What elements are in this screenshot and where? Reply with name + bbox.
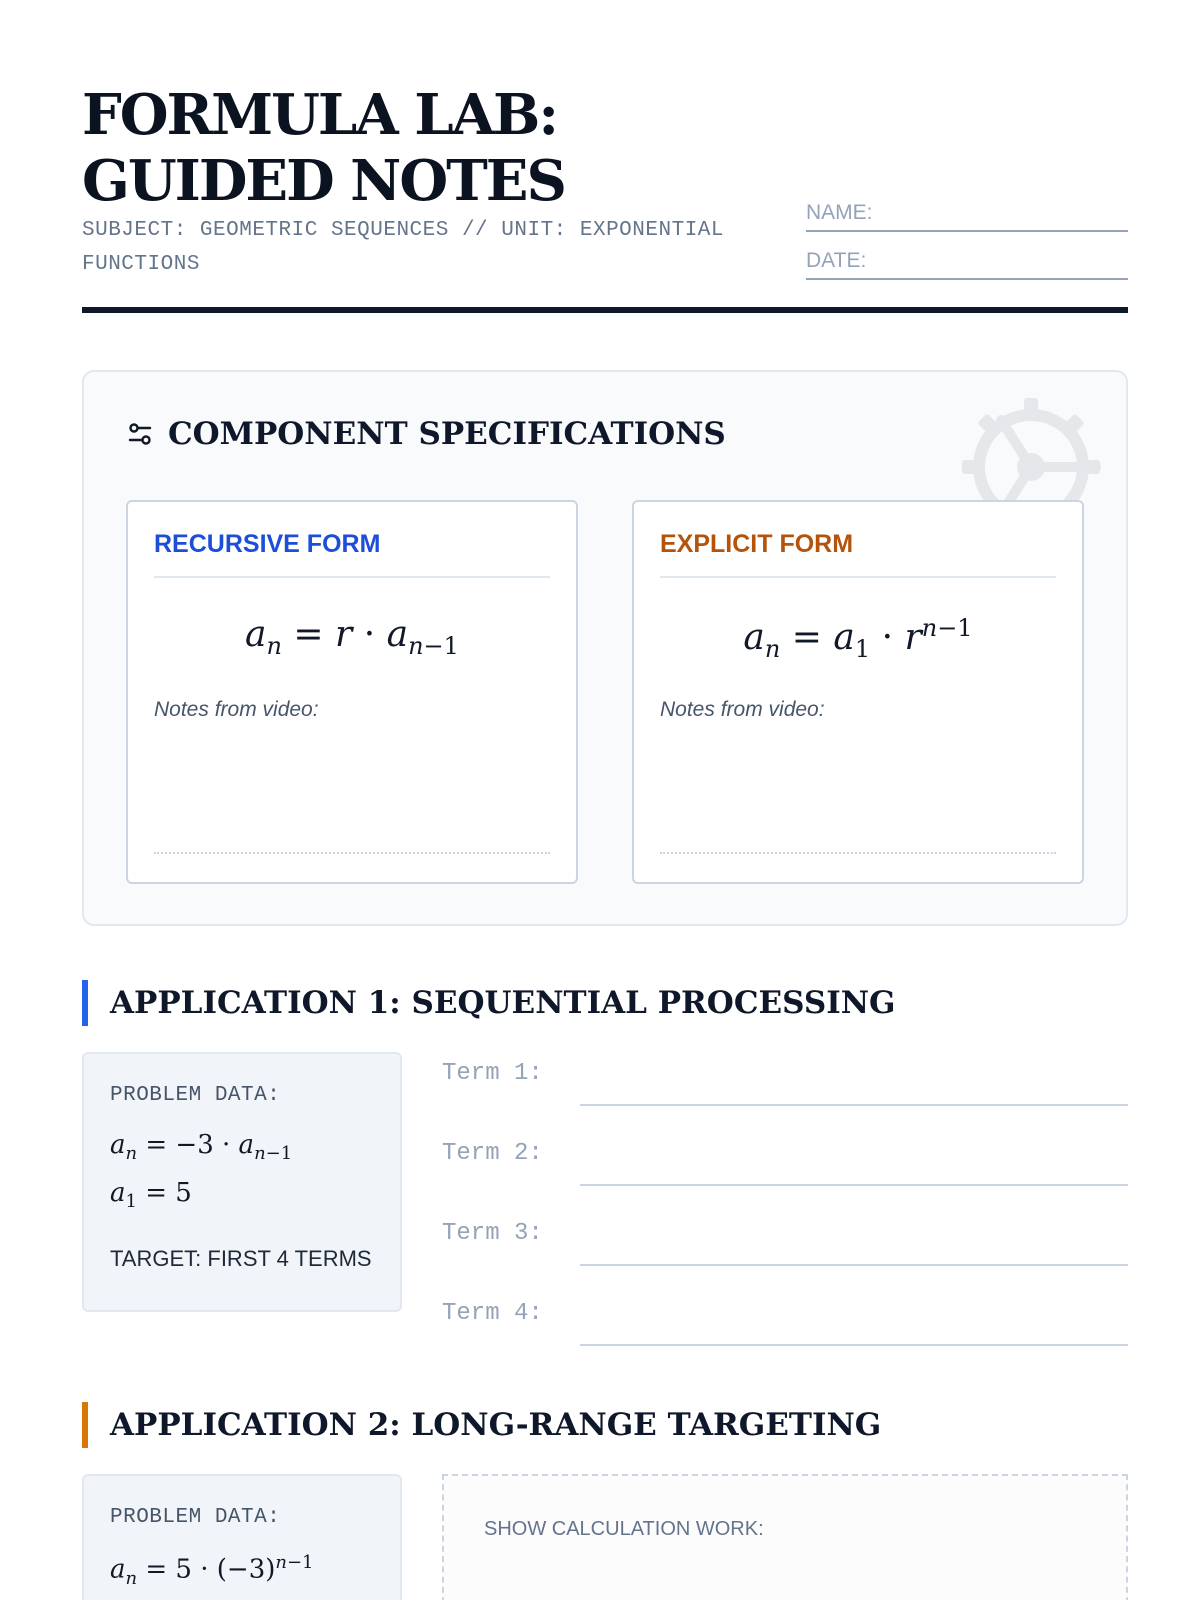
subject-line: SUBJECT: GEOMETRIC SEQUENCES // UNIT: EXPONENTIAL FUNCTIONS <box>82 219 725 276</box>
term-4-label: Term 4: <box>442 1300 543 1327</box>
term-3-line[interactable] <box>580 1264 1128 1266</box>
term-2-label: Term 2: <box>442 1140 543 1167</box>
page-title: FORMULA LAB: GUIDED NOTES <box>82 82 565 214</box>
header-divider <box>82 307 1128 313</box>
worksheet-page <box>82 0 1128 1600</box>
recursive-notes-label: Notes from video: <box>154 698 319 721</box>
date-field[interactable] <box>806 246 1128 280</box>
target-text: TARGET: FIRST 4 TERMS <box>110 1246 372 1271</box>
application-2-problem-box <box>82 1474 402 1600</box>
term-1-label: Term 1: <box>442 1060 543 1087</box>
name-label: NAME: <box>806 201 873 224</box>
explicit-equation: $a_n = 5 \cdot (-3)^{n-1}$ <box>110 1552 314 1589</box>
term-1-field[interactable] <box>442 1050 1128 1106</box>
application-1-title: APPLICATION 1: SEQUENTIAL PROCESSING <box>82 980 896 1026</box>
recursive-equation: $a_n = -3 \cdot a_{n-1}$ <box>110 1130 293 1165</box>
recursive-form-card <box>126 500 578 884</box>
explicit-form-card <box>632 500 1084 884</box>
application-1-problem-box <box>82 1052 402 1312</box>
initial-term-equation: $a_1 = 5$ <box>110 1178 192 1213</box>
term-1-line[interactable] <box>580 1104 1128 1106</box>
term-4-line[interactable] <box>580 1344 1128 1346</box>
term-3-label: Term 3: <box>442 1220 543 1247</box>
specs-title <box>126 416 726 452</box>
work-label: SHOW CALCULATION WORK: <box>484 1518 764 1540</box>
recursive-form-heading: RECURSIVE FORM <box>154 530 550 578</box>
date-label: DATE: <box>806 249 867 272</box>
calculation-work-area[interactable] <box>442 1474 1128 1600</box>
specs-title-text: COMPONENT SPECIFICATIONS <box>168 416 726 452</box>
explicit-notes-line[interactable] <box>660 852 1056 854</box>
explicit-form-heading: EXPLICIT FORM <box>660 530 1056 578</box>
term-3-field[interactable] <box>442 1210 1128 1266</box>
problem-data-label: PROBLEM DATA: <box>110 1506 281 1529</box>
recursive-formula: $a_n = r \cdot a_{n-1}$ <box>245 614 459 661</box>
term-4-field[interactable] <box>442 1290 1128 1346</box>
explicit-notes-label: Notes from video: <box>660 698 825 721</box>
sliders-icon <box>126 420 154 448</box>
problem-data-label: PROBLEM DATA: <box>110 1084 281 1107</box>
recursive-notes-line[interactable] <box>154 852 550 854</box>
explicit-formula: $a_n = a_1 \cdot r^{n-1}$ <box>743 614 973 664</box>
name-field[interactable] <box>806 198 1128 232</box>
application-2-title: APPLICATION 2: LONG-RANGE TARGETING <box>82 1402 881 1448</box>
component-specifications-panel <box>82 370 1128 926</box>
term-2-line[interactable] <box>580 1184 1128 1186</box>
term-2-field[interactable] <box>442 1130 1128 1186</box>
